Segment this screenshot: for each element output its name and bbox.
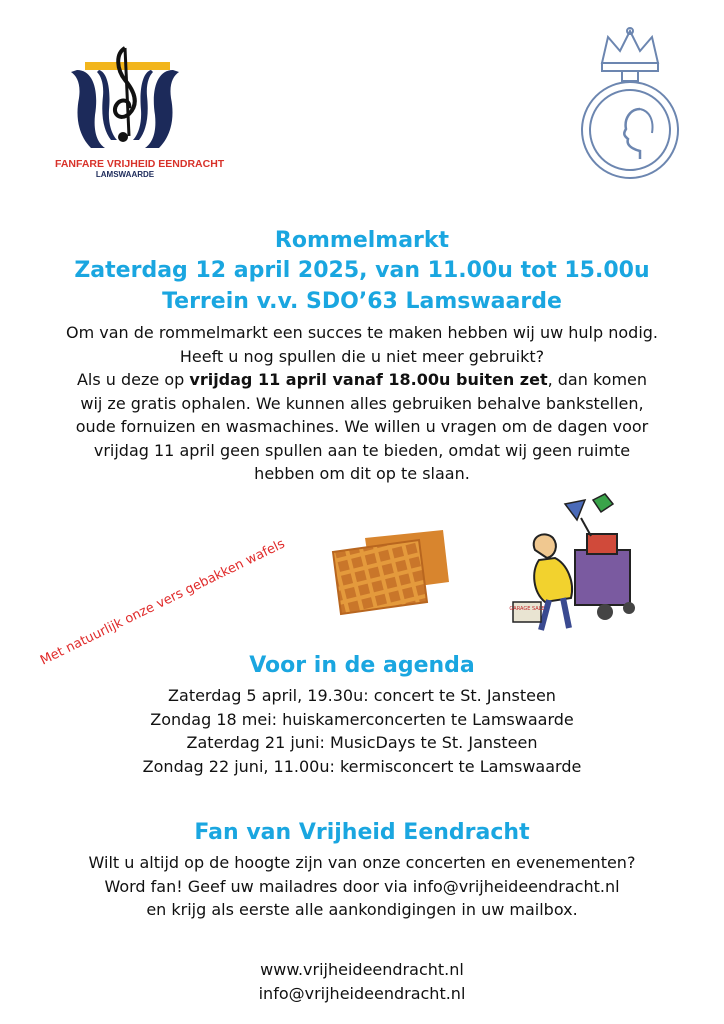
waffle-note: Met natuurlijk onze vers gebakken wafels (38, 536, 288, 669)
treble-clef-emblem-icon (55, 40, 195, 152)
event-line-7: hebben om dit op te slaan. (254, 464, 470, 483)
royal-seal (560, 25, 700, 185)
garage-sale-figure-icon (505, 490, 655, 640)
agenda-title: Voor in de agenda (249, 653, 475, 678)
waffle-image (325, 520, 455, 620)
event-description (0, 321, 724, 486)
event-title: Rommelmarkt (274, 228, 450, 253)
event-line-5: oude fornuizen en wasmachines. We willen u vragen om de dagen voor (75, 417, 649, 436)
footer (0, 958, 724, 1005)
agenda-item: Zondag 18 mei: huiskamerconcerten te Lamswaarde (150, 709, 574, 729)
event-line-3 (0, 368, 724, 392)
band-logo-name: FANFARE VRIJHEID EENDRACHT (55, 158, 225, 170)
crown-medallion-icon (560, 25, 700, 185)
event-line-3-post: , dan komen (547, 370, 648, 389)
agenda-item: Zaterdag 21 juni: MusicDays te St. Jansteen (186, 733, 538, 752)
waffle-icon (325, 520, 455, 620)
agenda-item: Zondag 22 juni, 11.00u: kermisconcert te Lamswaarde (142, 756, 582, 776)
event-line-2: Heeft u nog spullen die u niet meer gebruikt? (179, 346, 545, 366)
event-line-4: wij ze gratis ophalen. We kunnen alles gebruiken behalve bankstellen, (80, 393, 644, 413)
fan-text (0, 851, 724, 922)
garage-sale-cartoon (505, 490, 655, 640)
event-line-3-pre: Als u deze op (76, 370, 190, 389)
website-link[interactable]: www.vrijheideendracht.nl (260, 960, 464, 979)
band-logo (55, 40, 225, 190)
pickup-time-highlight: vrijdag 11 april vanaf 18.00u buiten zet (189, 370, 548, 389)
fan-title: Fan van Vrijheid Eendracht (194, 820, 530, 845)
fan-line: Wilt u altijd op de hoogte zijn van onze concerten en evenementen? (88, 853, 636, 872)
agenda-item: Zaterdag 5 april, 19.30u: concert te St. Jansteen (168, 686, 556, 705)
fan-line: Word fan! Geef uw mailadres door via info@vrijheideendracht.nl (104, 876, 620, 896)
email-link[interactable]: info@vrijheideendracht.nl (258, 983, 466, 1003)
band-logo-place: LAMSWAARDE (95, 170, 155, 179)
garage-sale-sign: GARAGE SALE (509, 606, 545, 612)
agenda-list (0, 684, 724, 778)
fan-line: en krijg als eerste alle aankondigingen in uw mailbox. (146, 900, 578, 919)
event-line-6: vrijdag 11 april geen spullen aan te bieden, omdat wij geen ruimte (93, 440, 631, 460)
event-line-1: Om van de rommelmarkt een succes te maken hebben wij uw hulp nodig. (65, 323, 658, 342)
event-date: Zaterdag 12 april 2025, van 11.00u tot 15.00u (74, 258, 650, 283)
event-location: Terrein v.v. SDO’63 Lamswaarde (162, 289, 562, 314)
